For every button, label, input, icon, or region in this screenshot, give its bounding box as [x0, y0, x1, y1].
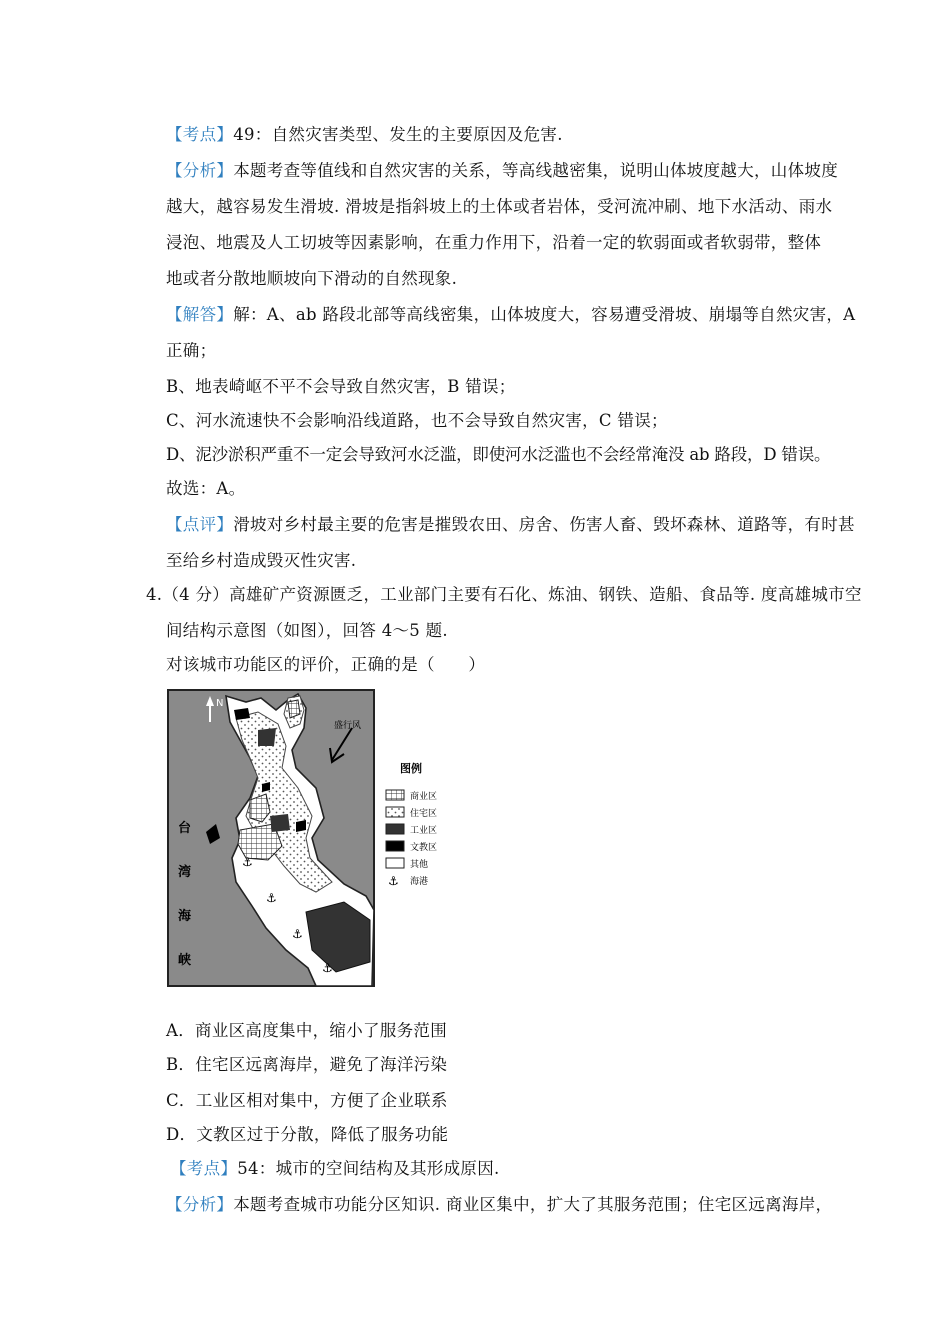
legend-swatch-residential	[386, 807, 404, 817]
guxuan: 故选：A。	[166, 479, 246, 498]
q4-fenxi-line	[166, 1194, 832, 1216]
kaodian-text: 49：自然灾害类型、发生的主要原因及危害.	[233, 125, 563, 144]
jieda-option-d: D、泥沙淤积严重不一定会导致河水泛滥，即使河水泛滥也不会经常淹没 ab 路段，D 错误。	[166, 445, 831, 464]
legend-label: 住宅区	[410, 809, 438, 819]
industrial-zone-mid	[270, 814, 290, 832]
jieda-option-b: B、地表崎岖不平不会导致自然灾害，B 错误；	[166, 377, 516, 396]
fenxi-tag: 【分析】	[166, 1195, 234, 1214]
fenxi-text-4: 地或者分散地顺坡向下滑动的自然现象.	[166, 269, 458, 288]
jieda-line-1	[166, 304, 855, 326]
dianping-line-1	[166, 514, 855, 536]
harbor-anchor-icon: ⚓	[292, 927, 303, 941]
strait-char: 湾	[178, 865, 192, 880]
dianping-tag: 【点评】	[166, 515, 234, 534]
question-4-stem-2: 间结构示意图（如图），回答 4～5 题.	[166, 621, 448, 640]
kaodian-line-1	[166, 124, 563, 146]
strait-char: 台	[178, 821, 192, 836]
legend-label: 工业区	[410, 826, 438, 836]
harbor-anchor-icon: ⚓	[242, 855, 253, 869]
fenxi-text: 本题考查城市功能分区知识. 商业区集中，扩大了其服务范围；住宅区远离海岸，	[233, 1195, 833, 1214]
legend-anchor-icon: ⚓	[388, 874, 399, 888]
question-4-stem-3: 对该城市功能区的评价，正确的是（ ）	[166, 655, 486, 674]
option-b: B．住宅区远离海岸，避免了海洋污染	[166, 1055, 448, 1074]
fenxi-text-1: 本题考查等值线和自然灾害的关系，等高线越密集，说明山体坡度越大，山体坡度	[233, 161, 839, 180]
legend-label: 商业区	[410, 792, 438, 802]
strait-char: 峡	[178, 953, 192, 968]
kaodian-tag: 【考点】	[166, 125, 234, 144]
legend-swatch-commercial	[386, 790, 404, 800]
jieda-text-2: 正确；	[166, 341, 217, 360]
fenxi-line-1	[166, 160, 838, 182]
legend-label: 其他	[410, 860, 429, 870]
jieda-text-1: 解：A、ab 路段北部等高线密集，山体坡度大，容易遭受滑坡、崩塌等自然灾害，A	[233, 305, 856, 324]
fenxi-tag: 【分析】	[166, 161, 234, 180]
dianping-text-1: 滑坡对乡村最主要的危害是摧毁农田、房舍、伤害人畜、毁坏森林、道路等，有时甚	[233, 515, 855, 534]
strait-char: 海	[178, 909, 192, 924]
jieda-tag: 【解答】	[166, 305, 234, 324]
education-zone-3	[296, 820, 306, 832]
industrial-zone-north	[258, 728, 276, 746]
legend-label: 文教区	[410, 843, 438, 853]
legend-swatch-education	[386, 841, 404, 851]
north-label: N	[216, 698, 224, 709]
fenxi-text-2: 越大，越容易发生滑坡. 滑坡是指斜坡上的土体或者岩体，受河流冲刷、地下水活动、雨水	[166, 197, 833, 216]
harbor-anchor-icon: ⚓	[266, 891, 277, 905]
question-4-stem-1: 4.（4 分）高雄矿产资源匮乏，工业部门主要有石化、炼油、钢铁、造船、食品等. 度高雄城市空	[146, 585, 862, 604]
option-c: C．工业区相对集中，方便了企业联系	[166, 1091, 448, 1110]
jieda-option-c: C、河水流速快不会影响沿线道路，也不会导致自然灾害，C 错误；	[166, 411, 668, 430]
wind-label: 盛行风	[334, 721, 362, 731]
dianping-text-2: 至给乡村造成毁灭性灾害.	[166, 551, 357, 570]
legend-swatch-industrial	[386, 824, 404, 834]
education-zone-1	[234, 708, 250, 720]
legend-swatch-other	[386, 858, 404, 868]
option-a: A．商业区高度集中，缩小了服务范围	[166, 1021, 448, 1040]
kaohsiung-city-structure-map	[166, 688, 456, 988]
legend-label: 海港	[410, 877, 429, 887]
kaodian-text: 54：城市的空间结构及其形成原因.	[237, 1159, 500, 1178]
fenxi-text-3: 浸泡、地震及人工切坡等因素影响，在重力作用下，沿着一定的软弱面或者软弱带，整体	[166, 233, 822, 252]
option-d: D．文教区过于分散，降低了服务功能	[166, 1125, 449, 1144]
legend-title: 图例	[400, 762, 422, 775]
q4-kaodian-line	[170, 1158, 500, 1180]
harbor-anchor-icon: ⚓	[322, 961, 333, 975]
kaodian-tag: 【考点】	[170, 1159, 238, 1178]
